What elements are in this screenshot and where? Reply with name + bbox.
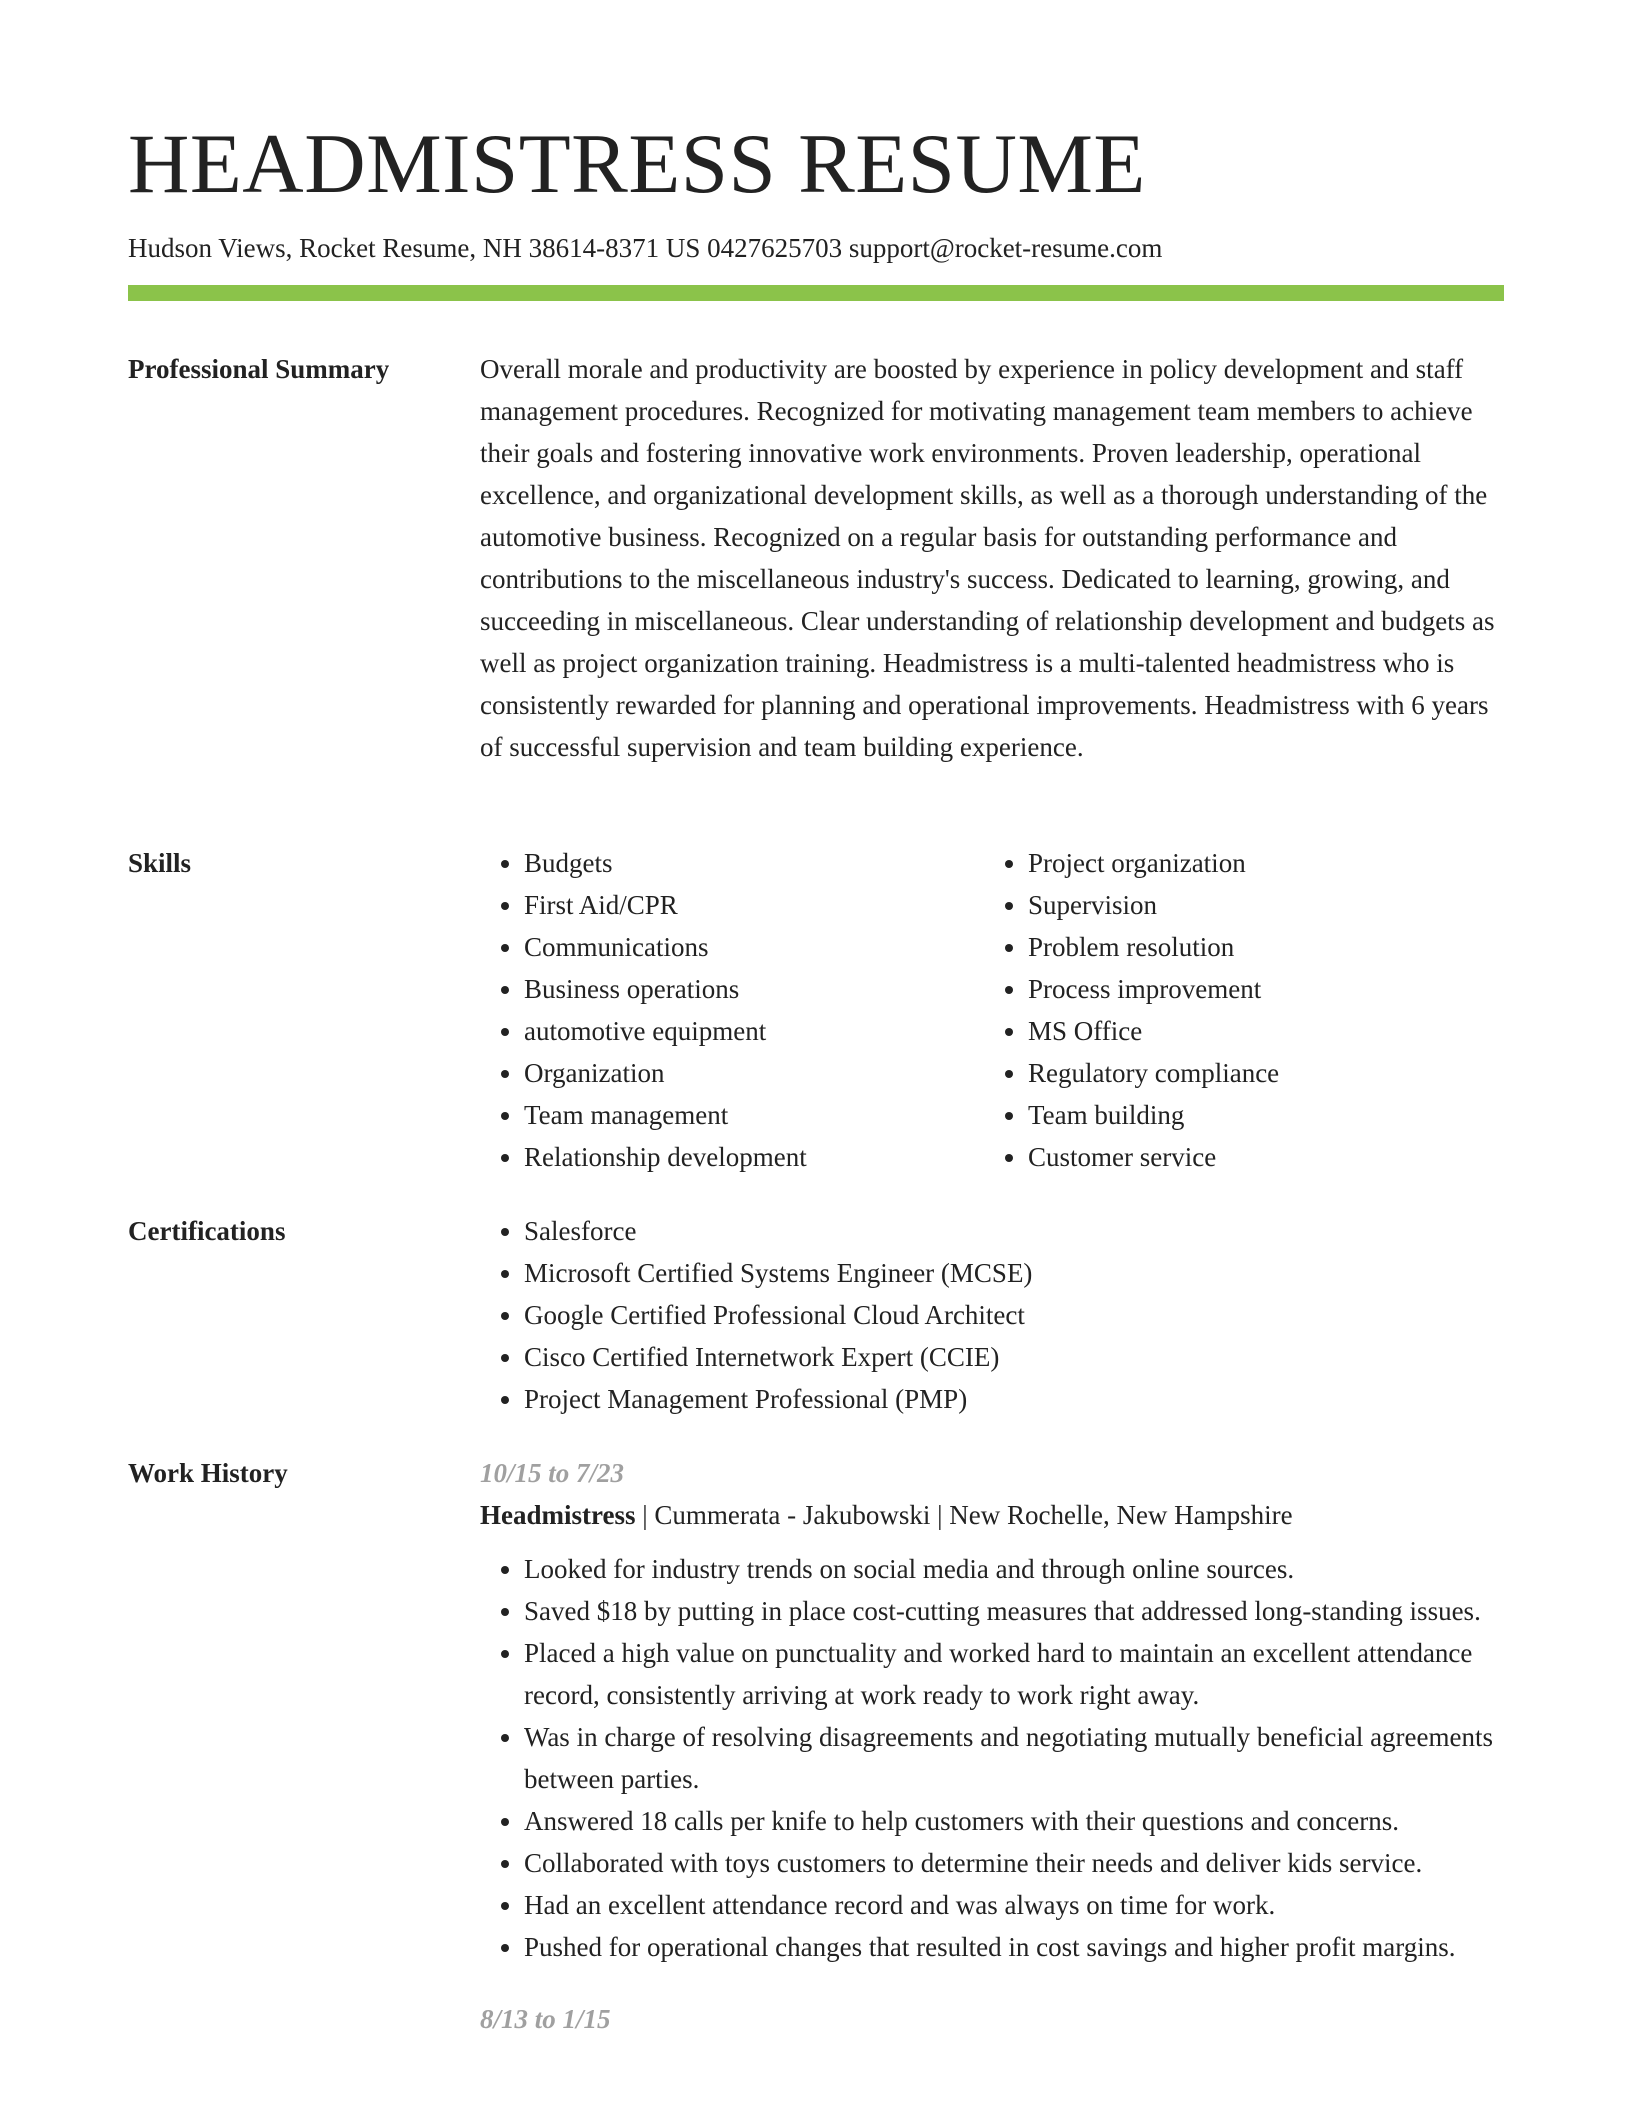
resume-title: HEADMISTRESS RESUME <box>128 117 1146 211</box>
summary-body <box>480 348 1504 768</box>
job-duty-item: • Answered 18 calls per knife to help customers with their questions and concerns. <box>524 1800 1504 1842</box>
summary-heading: Professional Summary <box>128 354 390 384</box>
job-duty-item: • Saved $18 by putting in place cost-cutting measures that addressed long-standing issues. <box>524 1590 1504 1632</box>
contact-info: Hudson Views, Rocket Resume, NH 38614-8371 US 0427625703 support@rocket-resume.com <box>128 233 1163 263</box>
job-title: Headmistress <box>480 1500 636 1530</box>
skills-column-left <box>480 842 984 1178</box>
skills-list-left <box>480 842 984 1178</box>
skill-item: • Business operations <box>524 968 984 1010</box>
skill-item: • Organization <box>524 1052 984 1094</box>
job-heading <box>480 1494 1504 1536</box>
summary-text: Overall morale and productivity are boosted by experience in policy development and staff management procedures. Recognized for motivating management team members to achieve their goals and fostering innovative work environments. Proven leadership, operational excellence, and organizational development skills, as well as a thorough understanding of the automotive business. Recognized on a regular basis for outstanding performance and contributions to the miscellaneous industry's success. Dedicated to learning, growing, and succeeding in miscellaneous. Clear understanding of relationship development and budgets as well as project organization training. Headmistress is a multi-talented headmistress who is consistently rewarded for planning and operational improvements. Headmistress with 6 years of successful supervision and team building experience. <box>480 354 1495 762</box>
skill-item: • Supervision <box>1028 884 1488 926</box>
work-history-body <box>480 1452 1504 2040</box>
work-history-heading: Work History <box>128 1458 288 1488</box>
certifications-body <box>480 1210 1504 1420</box>
skill-item: • MS Office <box>1028 1010 1488 1052</box>
certification-item: • Project Management Professional (PMP) <box>524 1378 1504 1420</box>
skill-item: • Team building <box>1028 1094 1488 1136</box>
skills-body <box>480 842 1504 1178</box>
job-duty-item: • Looked for industry trends on social media and through online sources. <box>524 1548 1504 1590</box>
certifications-heading: Certifications <box>128 1216 286 1246</box>
job-dates: 10/15 to 7/23 <box>480 1458 625 1488</box>
job-duty-item: • Had an excellent attendance record and was always on time for work. <box>524 1884 1504 1926</box>
skill-item: • Regulatory compliance <box>1028 1052 1488 1094</box>
skill-item: • Process improvement <box>1028 968 1488 1010</box>
certification-item: • Google Certified Professional Cloud Architect <box>524 1294 1504 1336</box>
certification-item: • Cisco Certified Internetwork Expert (CCIE) <box>524 1336 1504 1378</box>
job-entry <box>480 1998 1504 2040</box>
job-duty-item: • Collaborated with toys customers to determine their needs and deliver kids service. <box>524 1842 1504 1884</box>
certifications-list <box>480 1210 1504 1420</box>
skill-item: • Communications <box>524 926 984 968</box>
job-duty-item: • Pushed for operational changes that resulted in cost savings and higher profit margins. <box>524 1926 1504 1968</box>
skill-item: • Problem resolution <box>1028 926 1488 968</box>
job-duty-item: • Placed a high value on punctuality and worked hard to maintain an excellent attendance record, consistently arriving at work ready to work right away. <box>524 1632 1504 1716</box>
job-entry <box>480 1452 1504 1968</box>
skills-heading: Skills <box>128 848 192 878</box>
skills-list-right <box>984 842 1488 1178</box>
skill-item: • Relationship development <box>524 1136 984 1178</box>
skills-column-right <box>984 842 1488 1178</box>
job-employer-location: | Cummerata - Jakubowski | New Rochelle, New Hampshire <box>635 1500 1293 1530</box>
accent-divider <box>128 285 1504 301</box>
skill-item: • First Aid/CPR <box>524 884 984 926</box>
skill-item: • Customer service <box>1028 1136 1488 1178</box>
skill-item: • Project organization <box>1028 842 1488 884</box>
job-duty-item: • Was in charge of resolving disagreements and negotiating mutually beneficial agreements between parties. <box>524 1716 1504 1800</box>
skill-item: • automotive equipment <box>524 1010 984 1052</box>
skill-item: • Budgets <box>524 842 984 884</box>
certification-item: • Microsoft Certified Systems Engineer (MCSE) <box>524 1252 1504 1294</box>
certification-item: • Salesforce <box>524 1210 1504 1252</box>
job-duties-list <box>480 1548 1504 1968</box>
skill-item: • Team management <box>524 1094 984 1136</box>
job-dates: 8/13 to 1/15 <box>480 2004 611 2034</box>
